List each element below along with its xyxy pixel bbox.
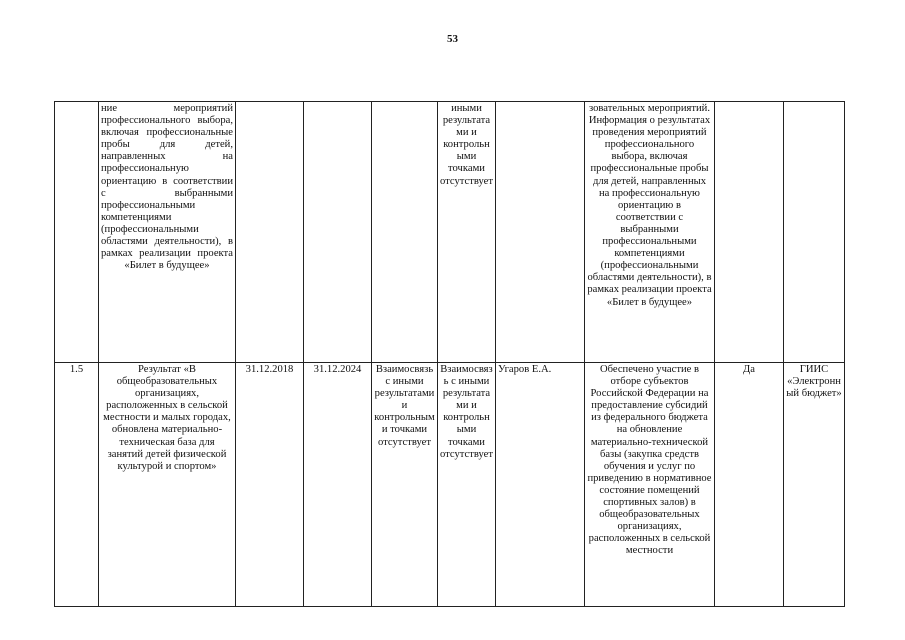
cell-number	[55, 102, 99, 363]
cell-link-previous	[372, 102, 438, 363]
cell-description: Обеспечено участие в отборе субъектов Российской Федерации на предоставление субсидий из федерального бюджета на обновление материально-технической базы (закупка средств обучения и услуг по приведению в нормативное состояние помещений спортивных залов) в общеобразовательных организациях, расположенных в сельской местности	[585, 363, 715, 607]
cell-flag: Да	[715, 363, 784, 607]
cell-link-previous: Взаимосвязь с иными результатами и контрольными точками отсутствует	[372, 363, 438, 607]
cell-information-system	[784, 102, 845, 363]
cell-start-date: 31.12.2018	[236, 363, 304, 607]
cell-result: Результат «В общеобразовательных организациях, расположенных в сельской местности и малых городах, обновлена материально-техническая база для занятий детей физической культурой и спортом»	[99, 363, 236, 607]
cell-link-next: Взаимосвязь с иными результатами и контрольными точками отсутствует	[438, 363, 496, 607]
cell-end-date: 31.12.2024	[304, 363, 372, 607]
cell-result: ние мероприятий профессионального выбора, включая профессиональные пробы для детей, направленных на профессиональную ориентацию в соответствии с выбранными профессиональными компетенциями (профессиональными областями деятельности), в рамках реализации проекта «Билет в будущее»	[99, 102, 236, 363]
cell-flag	[715, 102, 784, 363]
cell-start-date	[236, 102, 304, 363]
page-number: 53	[447, 33, 458, 45]
table-row	[55, 102, 845, 363]
table-row	[55, 363, 845, 607]
cell-responsible	[496, 102, 585, 363]
cell-responsible: Угаров Е.А.	[496, 363, 585, 607]
cell-information-system: ГИИС «Электронный бюджет»	[784, 363, 845, 607]
cell-end-date	[304, 102, 372, 363]
cell-number: 1.5	[55, 363, 99, 607]
cell-description: зовательных мероприятий. Информация о результатах проведения мероприятий профессионального выбора, включая профессиональные пробы для детей, направленных на профессиональную ориентацию в соответствии с выбранными профессиональными компетенциями (профессиональными областями деятельности), в рамках реализации проекта «Билет в будущее»	[585, 102, 715, 363]
cell-link-next: иными результатами и контрольными точками отсутствует	[438, 102, 496, 363]
results-table	[54, 101, 845, 607]
